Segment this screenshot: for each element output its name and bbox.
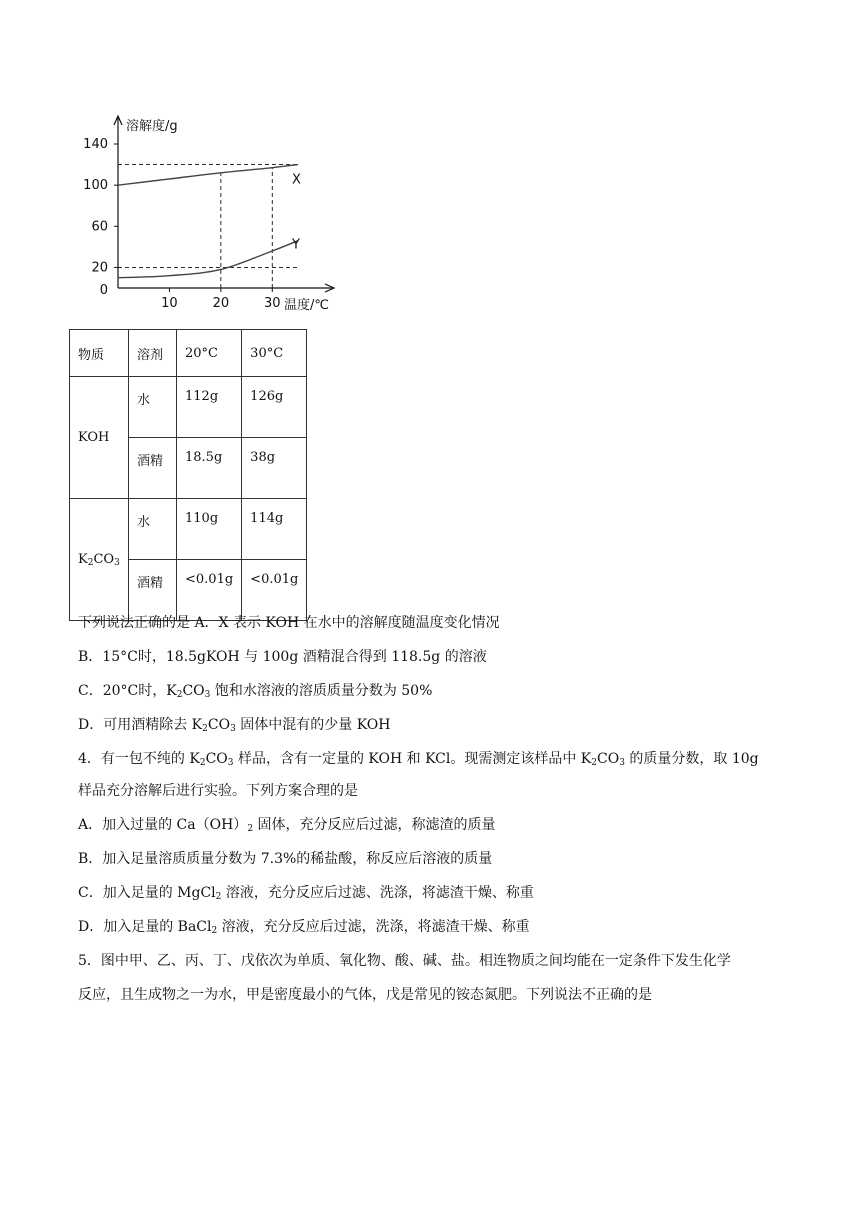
x-axis-label: 温度/℃ — [284, 298, 329, 313]
series-line-x — [118, 165, 298, 186]
q3-option-c: C．20°C时，$K_2CO_3$ 饱和水溶液的溶质质量分数为 50% — [78, 683, 433, 700]
solubility-table — [69, 329, 307, 621]
substance-k2co3: $K_2CO_3$ — [70, 499, 129, 621]
q5-stem-line2: 反应，且生成物之一为水，甲是密度最小的气体，戊是常见的铵态氮肥。下列说法不正确的是 — [78, 987, 652, 1003]
header-30c: 30°C — [242, 330, 307, 377]
q3-option-b: B．15°C时，18.5gKOH 与 100g 酒精混合得到 118.5g 的溶液 — [78, 649, 487, 665]
value-cell: <0.01g — [177, 560, 242, 621]
substance-koh: KOH — [70, 377, 129, 499]
solvent-cell: 水 — [129, 377, 177, 438]
y-tick-label: 100 — [83, 178, 108, 194]
y-tick-label: 20 — [91, 260, 108, 276]
chart-series — [118, 165, 298, 278]
q4-option-c: C．加入足量的 MgCl$_2$ 溶液，充分反应后过滤、洗涤，将滤渣干燥、称重 — [78, 885, 534, 902]
chart-labels — [83, 118, 329, 313]
q4-stem-line1: 4．有一包不纯的 $K_2CO_3$ 样品，含有一定量的 KOH 和 KCl。现需测定该样品中 $K_2CO_3$ 的质量分数，取 10g — [78, 751, 759, 768]
x-tick-label: 20 — [212, 296, 230, 311]
header-20c: 20°C — [177, 330, 242, 377]
series-label-x: X — [292, 172, 301, 188]
value-cell: 18.5g — [177, 438, 242, 499]
solvent-cell: 酒精 — [129, 438, 177, 499]
value-cell: <0.01g — [242, 560, 307, 621]
chart-guides — [118, 165, 298, 288]
y-axis-label: 溶解度/g — [126, 119, 178, 134]
y-tick-label: 60 — [91, 219, 108, 235]
series-line-y — [118, 241, 298, 278]
q4-stem-line2: 样品充分溶解后进行实验。下列方案合理的是 — [78, 783, 358, 799]
header-substance: 物质 — [70, 330, 129, 377]
origin-label: 0 — [99, 283, 108, 298]
q3-option-d: D．可用酒精除去 $K_2CO_3$ 固体中混有的少量 KOH — [78, 717, 391, 734]
chart-axes — [114, 116, 334, 292]
value-cell: 38g — [242, 438, 307, 499]
value-cell: 112g — [177, 377, 242, 438]
q5-stem-line1: 5．图中甲、乙、丙、丁、戊依次为单质、氧化物、酸、碱、盐。相连物质之间均能在一定条件下发生化学 — [78, 953, 731, 969]
series-label-y: Y — [292, 237, 300, 253]
solubility-chart — [70, 110, 360, 315]
value-cell: 110g — [177, 499, 242, 560]
value-cell: 114g — [242, 499, 307, 560]
y-tick-label: 140 — [83, 137, 108, 152]
q3-intro: 下列说法正确的是 A．X 表示 KOH 在水中的溶解度随温度变化情况 — [78, 615, 500, 631]
value-cell: 126g — [242, 377, 307, 438]
x-tick-label: 10 — [161, 296, 178, 311]
q4-option-a: A．加入过量的 $Ca(OH)_2$ 固体，充分反应后过滤，称滤渣的质量 — [78, 817, 496, 834]
q4-option-b: B．加入足量溶质质量分数为 7.3%的稀盐酸，称反应后溶液的质量 — [78, 851, 493, 867]
q4-option-d: D．加入足量的 BaCl$_2$ 溶液，充分反应后过滤，洗涤，将滤渣干燥、称重 — [78, 919, 530, 936]
solvent-cell: 水 — [129, 499, 177, 560]
solvent-cell: 酒精 — [129, 560, 177, 621]
x-tick-label: 30 — [264, 296, 281, 311]
header-solvent: 溶剂 — [129, 330, 177, 377]
